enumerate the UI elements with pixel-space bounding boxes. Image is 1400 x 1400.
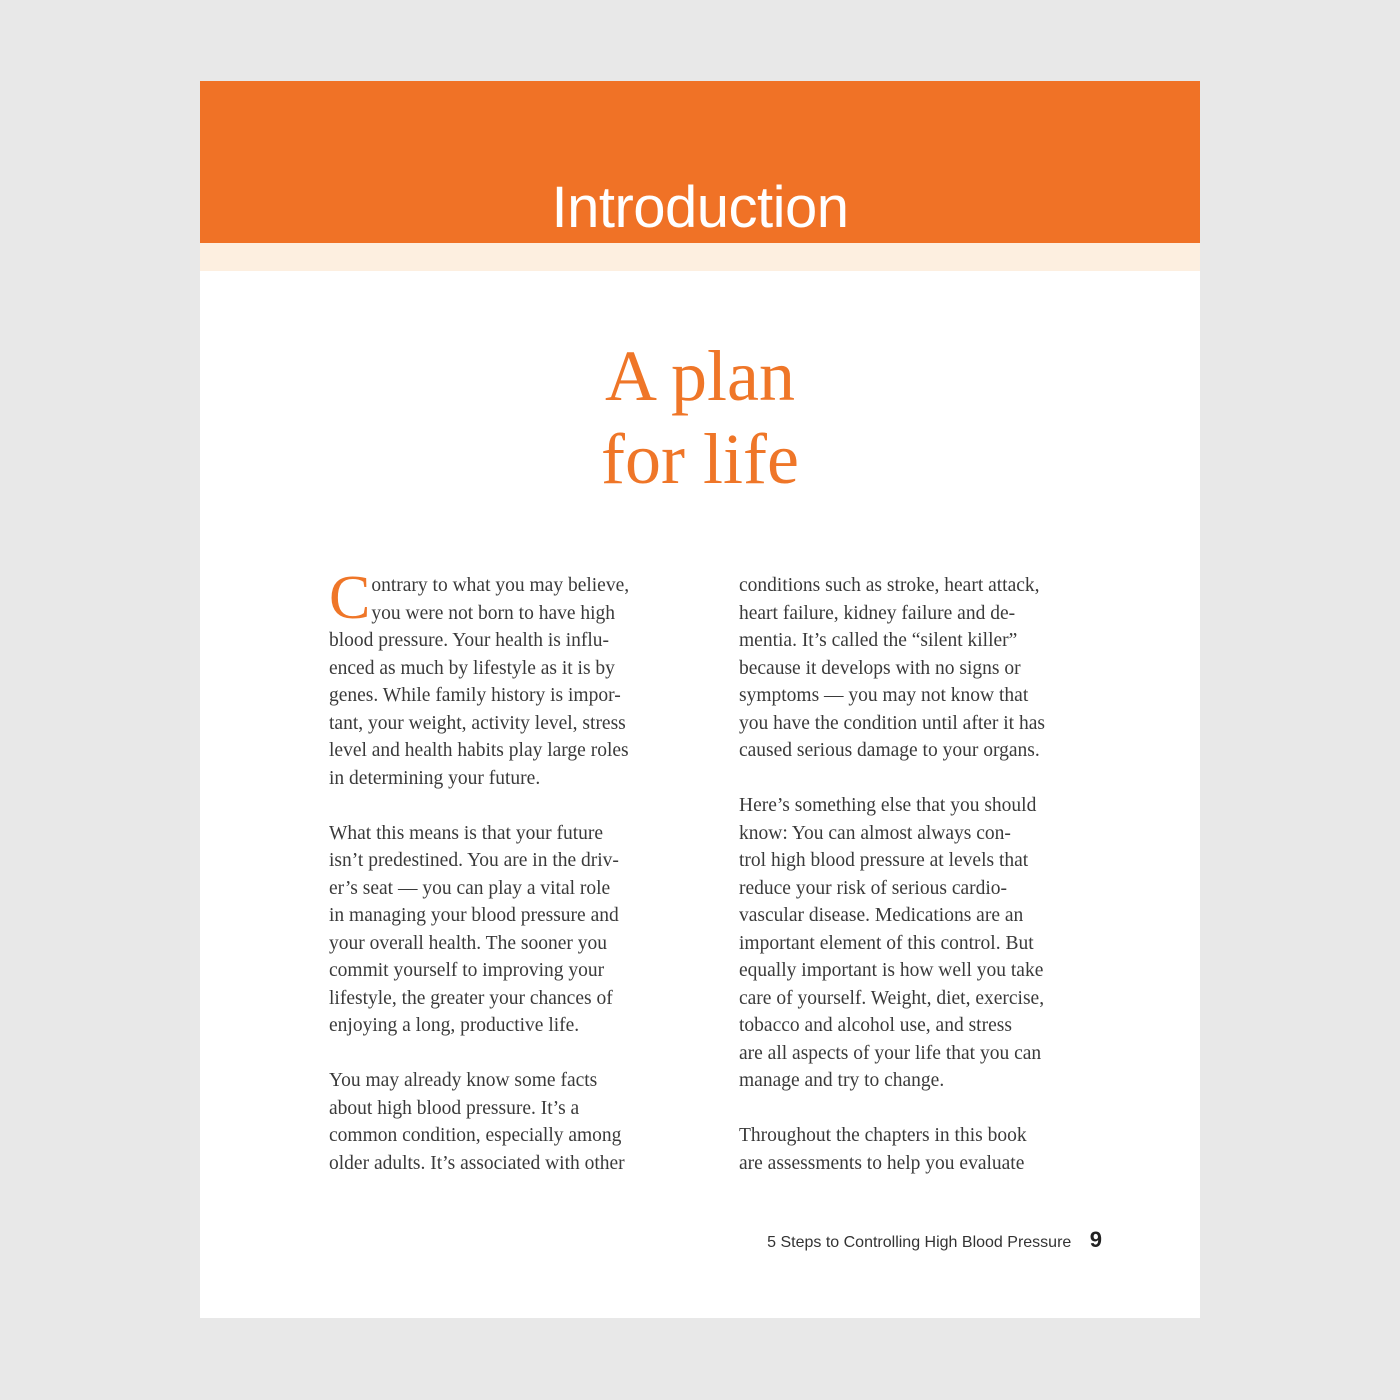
text-line: tant, your weight, activity level, stress	[329, 712, 626, 734]
text-line: you have the condition until after it has	[739, 712, 1045, 734]
drop-cap: C	[329, 564, 371, 632]
text-line: because it develops with no signs or	[739, 657, 1021, 679]
text-line: blood pressure. Your health is influ-	[329, 630, 610, 651]
text-line: know: You can almost always con-	[739, 822, 1011, 844]
text-line: level and health habits play large roles	[329, 740, 629, 761]
text-line: mentia. It’s called the “silent killer”	[739, 630, 1018, 651]
text-line: about high blood pressure. It’s a	[329, 1097, 580, 1119]
text-line: enced as much by lifestyle as it is by	[329, 657, 615, 679]
text-line: equally important is how well you take	[739, 960, 1044, 981]
text-line: conditions such as stroke, heart attack,	[739, 575, 1040, 596]
text-line: are all aspects of your life that you can	[739, 1042, 1042, 1064]
paragraph-gap	[739, 1095, 1109, 1123]
text-line: enjoying a long, productive life.	[329, 1015, 580, 1036]
text-line: What this means is that your future	[329, 822, 604, 844]
page-number: 9	[1089, 1227, 1102, 1252]
text-line: er’s seat — you can play a vital role	[329, 877, 611, 899]
chapter-title	[200, 335, 1200, 501]
accent-strip	[200, 243, 1200, 271]
text-line: symptoms — you may not know that	[739, 685, 1029, 706]
paragraph-gap	[329, 792, 699, 820]
text-line: older adults. It’s associated with other	[329, 1152, 625, 1174]
text-line: are assessments to help you evaluate	[739, 1152, 1025, 1174]
text-line: Here’s something else that you should	[739, 795, 1037, 816]
text-line: in determining your future.	[329, 767, 541, 789]
paragraph-gap	[329, 1040, 699, 1068]
text-line: reduce your risk of serious cardio-	[739, 877, 1008, 899]
page-footer	[767, 1227, 1102, 1253]
left-column	[329, 564, 699, 1177]
text-line: trol high blood pressure at levels that	[739, 850, 1029, 871]
text-line: isn’t predestined. You are in the driv-	[329, 850, 619, 871]
chapter-title-line-2: for life	[601, 419, 799, 499]
section-title: Introduction	[551, 175, 849, 240]
text-line: manage and try to change.	[739, 1070, 945, 1091]
text-line: commit yourself to improving your	[329, 960, 605, 981]
text-line: tobacco and alcohol use, and stress	[739, 1015, 1012, 1036]
paragraph-gap	[739, 765, 1109, 793]
running-footer-title: 5 Steps to Controlling High Blood Pressure	[767, 1234, 1072, 1251]
text-line: vascular disease. Medications are an	[739, 905, 1024, 926]
right-column	[739, 572, 1109, 1177]
text-line: heart failure, kidney failure and de-	[739, 602, 1016, 624]
chapter-title-line-1: A plan	[605, 336, 795, 416]
text-line: in managing your blood pressure and	[329, 905, 619, 926]
text-line: you were not born to have high	[371, 602, 616, 624]
text-line: important element of this control. But	[739, 932, 1034, 954]
text-line: Throughout the chapters in this book	[739, 1125, 1027, 1146]
text-line: ontrary to what you may believe,	[371, 575, 630, 596]
text-line: lifestyle, the greater your chances of	[329, 987, 613, 1009]
text-line: your overall health. The sooner you	[329, 932, 607, 954]
text-line: common condition, especially among	[329, 1125, 622, 1146]
text-line: genes. While family history is impor-	[329, 685, 621, 706]
text-line: caused serious damage to your organs.	[739, 740, 1040, 761]
text-line: care of yourself. Weight, diet, exercise,	[739, 987, 1045, 1009]
text-line: You may already know some facts	[329, 1070, 598, 1091]
book-page	[200, 81, 1200, 1318]
